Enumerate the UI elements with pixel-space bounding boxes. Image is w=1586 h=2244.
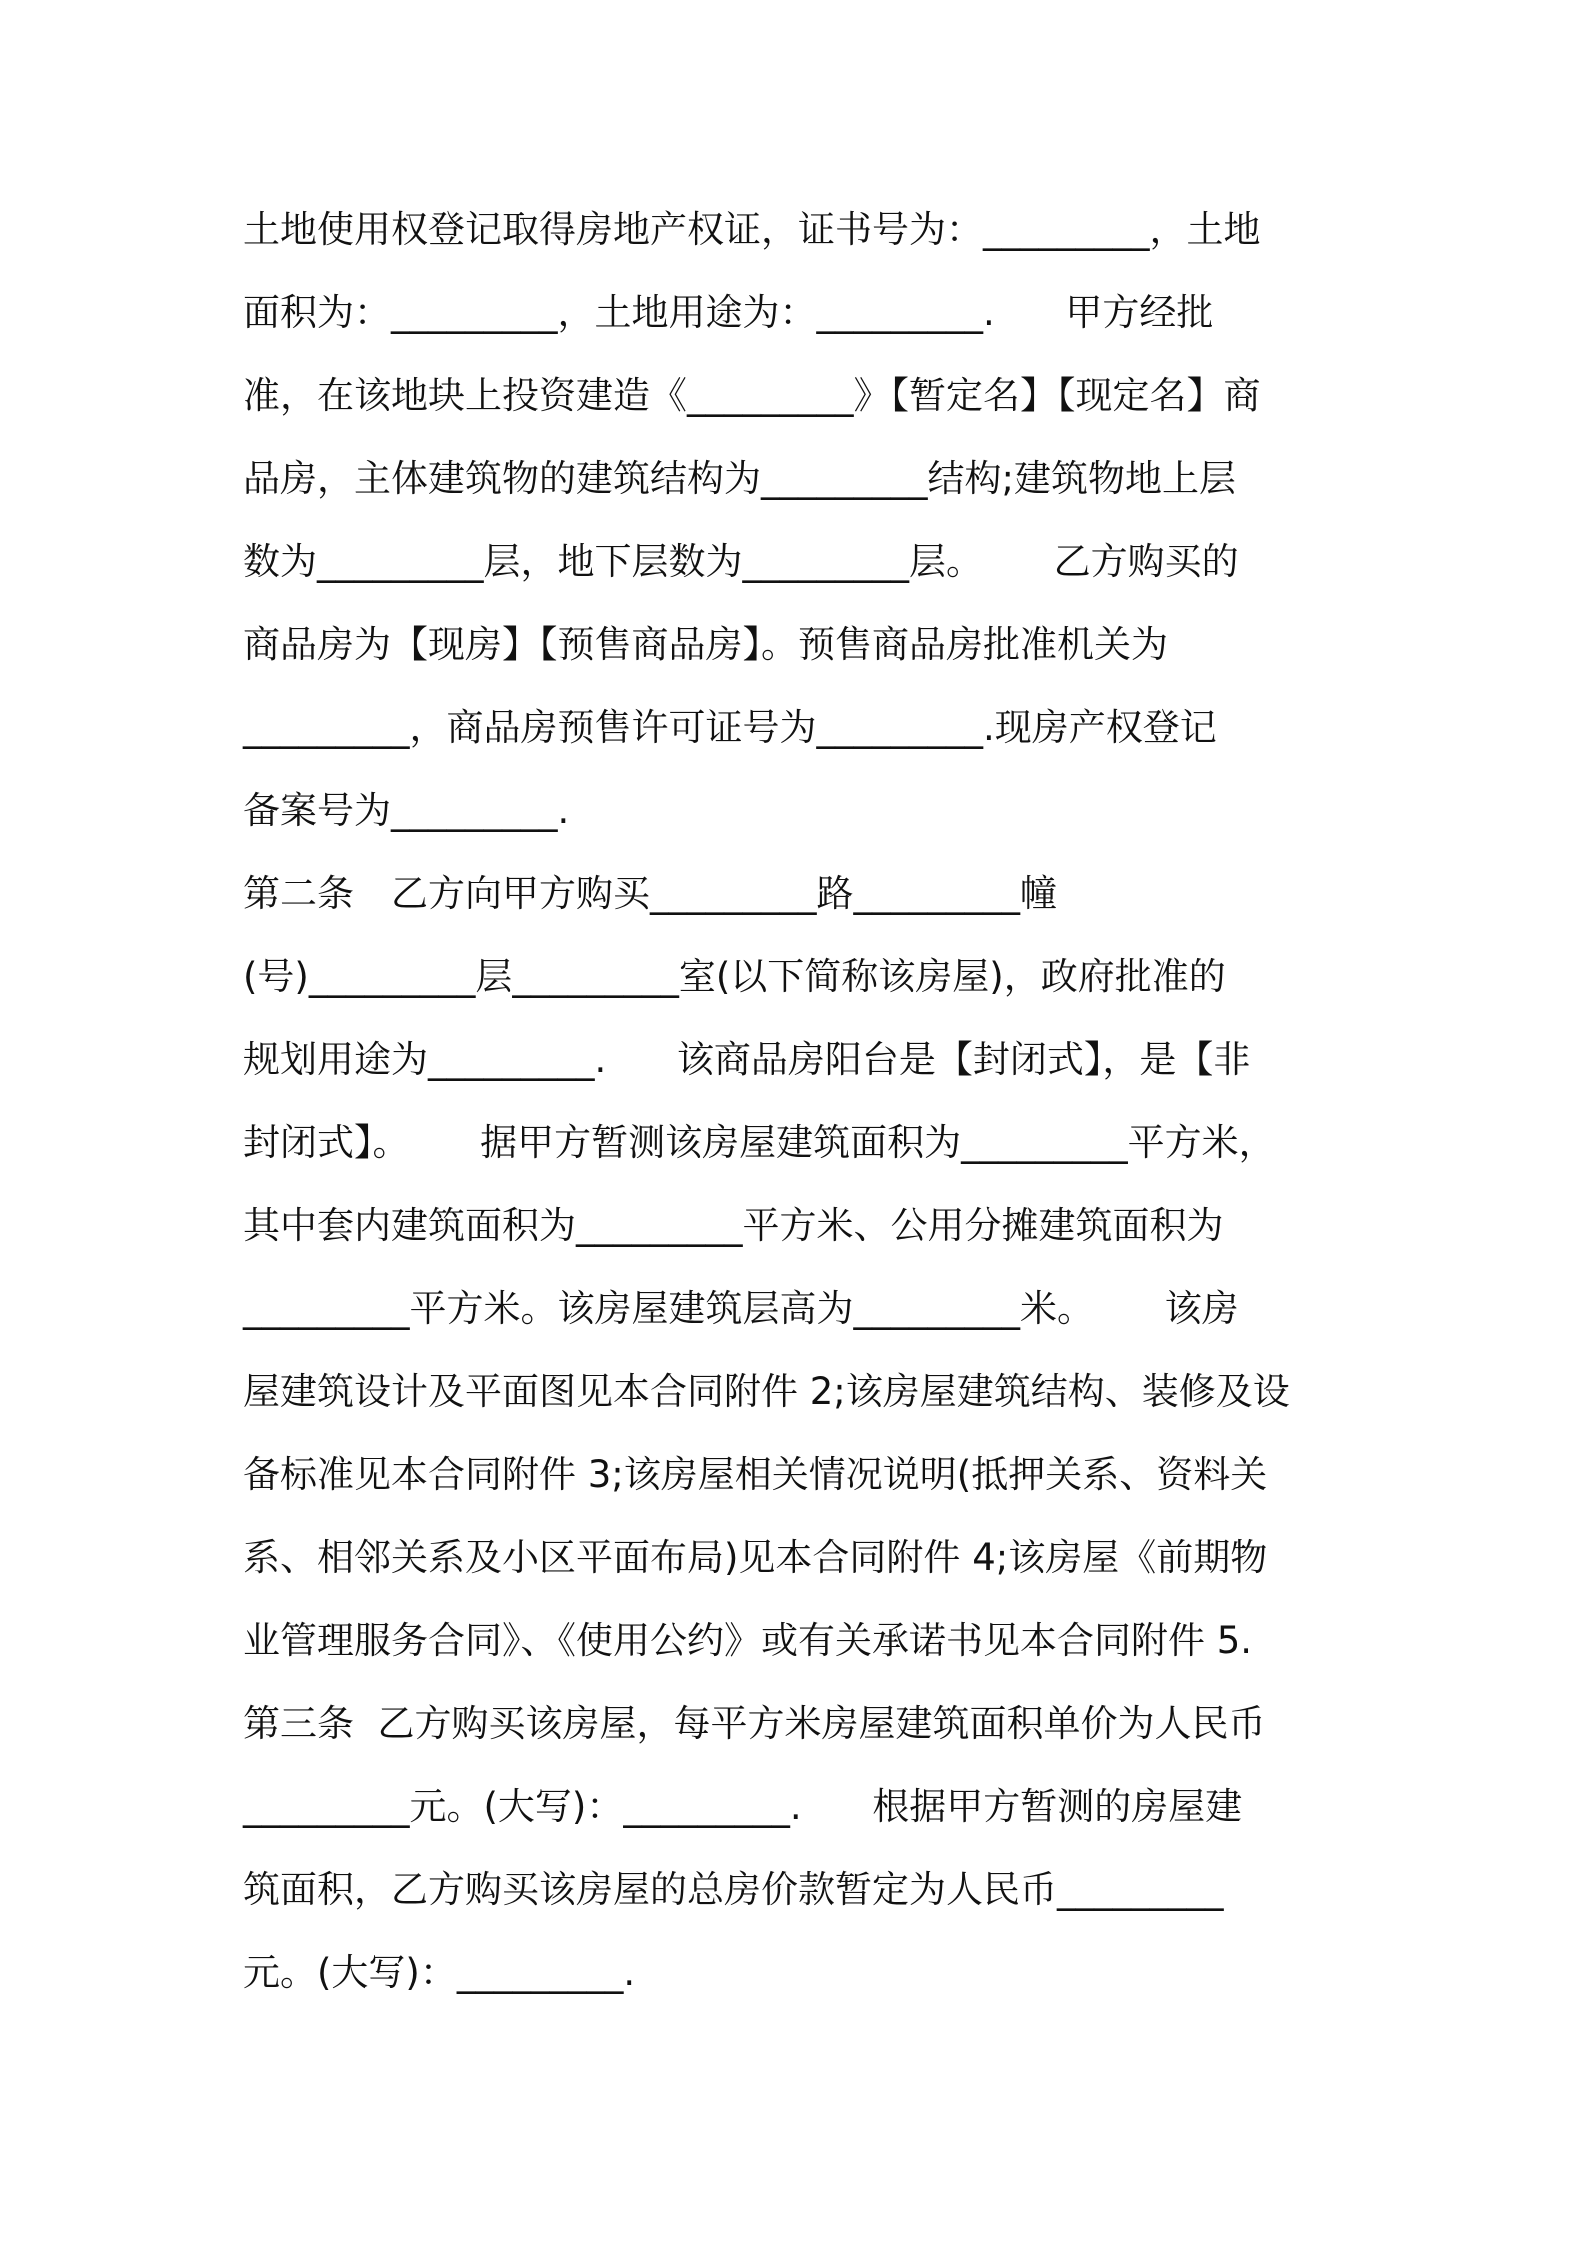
article-3-heading-line: 第三条 乙方购买该房屋，每平方米房屋建筑面积单价为人民币 bbox=[243, 1702, 1266, 1745]
text-line: 面积为：_________，土地用途为：_________. 甲方经批 bbox=[243, 291, 1214, 334]
text-line: _________，商品房预售许可证号为_________.现房产权登记 bbox=[243, 706, 1217, 749]
text-line: 品房，主体建筑物的建筑结构为_________结构;建筑物地上层 bbox=[243, 457, 1236, 500]
text-line: 业管理服务合同》、《使用公约》或有关承诺书见本合同附件 5. bbox=[243, 1619, 1253, 1662]
contract-text bbox=[243, 200, 1353, 2026]
text-line: 屋建筑设计及平面图见本合同附件 2;该房屋建筑结构、装修及设 bbox=[243, 1370, 1290, 1413]
text-line: 数为_________层，地下层数为_________层。 乙方购买的 bbox=[243, 540, 1239, 583]
text-line: 其中套内建筑面积为_________平方米、公用分摊建筑面积为 bbox=[243, 1204, 1224, 1247]
article-2-heading-line: 第二条 乙方向甲方购买_________路_________幢 bbox=[243, 872, 1057, 915]
text-line: 备标准见本合同附件 3;该房屋相关情况说明(抵押关系、资料关 bbox=[243, 1453, 1268, 1496]
text-line: 元。(大写)：_________. bbox=[243, 1951, 636, 1994]
text-line: (号)_________层_________室(以下简称该房屋)，政府批准的 bbox=[243, 955, 1226, 998]
text-line: _________元。(大写)：_________. 根据甲方暂测的房屋建 bbox=[243, 1785, 1243, 1828]
text-line: 备案号为_________. bbox=[243, 789, 570, 832]
text-line: 土地使用权登记取得房地产权证，证书号为：_________，土地 bbox=[243, 208, 1261, 251]
text-line: 准，在该地块上投资建造《_________》【暂定名】【现定名】商 bbox=[243, 374, 1261, 417]
text-line: 规划用途为_________. 该商品房阳台是【封闭式】，是【非 bbox=[243, 1038, 1251, 1081]
text-line: 商品房为【现房】【预售商品房】。预售商品房批准机关为 bbox=[243, 623, 1168, 666]
text-line: 系、相邻关系及小区平面布局)见本合同附件 4;该房屋《前期物 bbox=[243, 1536, 1268, 1579]
text-line: _________平方米。该房屋建筑层高为_________米。 该房 bbox=[243, 1287, 1239, 1330]
text-line: 封闭式】。 据甲方暂测该房屋建筑面积为_________平方米， bbox=[243, 1121, 1276, 1164]
text-line: 筑面积，乙方购买该房屋的总房价款暂定为人民币_________ bbox=[243, 1868, 1224, 1911]
